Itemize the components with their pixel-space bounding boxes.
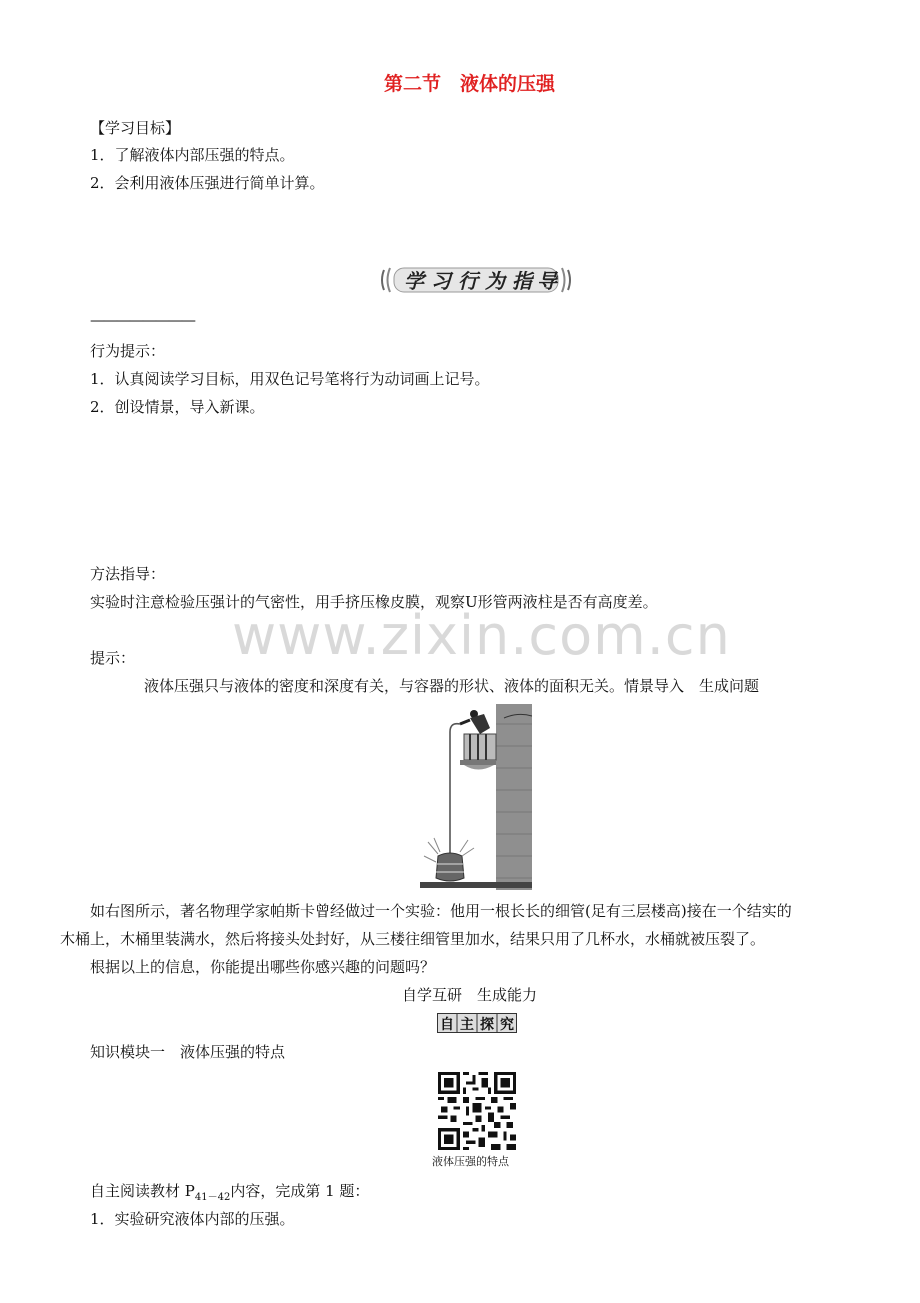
box-char-1: 自 — [440, 1017, 454, 1033]
box-char-2: 主 — [460, 1017, 474, 1033]
building-wall — [496, 704, 532, 890]
water-barrel — [424, 838, 474, 881]
module1-heading: 知识模块一 液体压强的特点 — [90, 1043, 286, 1061]
goal-item-2: 2．会利用液体压强进行简单计算。 — [90, 174, 325, 192]
self-study-heading: 自学互研 生成能力 — [402, 986, 538, 1004]
reading-instruction — [90, 1181, 369, 1208]
scene-question: 根据以上的信息，你能提出哪些你感兴趣的问题吗？ — [90, 958, 436, 976]
goal-item-1: 1．了解液体内部压强的特点。 — [90, 146, 295, 164]
goals-heading: 【学习目标】 — [90, 119, 181, 137]
method-text: 实验时注意检验压强计的气密性，用手挤压橡皮膜，观察U形管两液柱是否有高度差。 — [90, 593, 658, 611]
reading-pages: 41－42 — [194, 1192, 231, 1203]
module1-item-1: 1．实验研究液体内部的压强。 — [90, 1210, 295, 1228]
self-explore-label — [437, 1013, 517, 1033]
qr-code-icon[interactable] — [438, 1072, 516, 1150]
section-banner — [380, 262, 572, 298]
scene-line-2: 木桶上，木桶里装满水，然后将接头处封好，从三楼往细管里加水，结果只用了几杯水，水桶就被压裂了。 — [60, 930, 766, 948]
banner-char-3: 行 — [458, 269, 478, 293]
banner-char-4: 为 — [485, 269, 505, 293]
tip-heading: 提示： — [90, 649, 136, 667]
separator-line: ———————— — [90, 311, 194, 329]
box-char-3: 探 — [480, 1017, 494, 1033]
watermark: www.zixin.com.cn — [232, 604, 731, 667]
method-heading: 方法指导： — [90, 565, 166, 583]
page-title: 第二节 液体的压强 — [384, 73, 556, 95]
long-thin-tube — [450, 724, 460, 854]
balcony — [460, 734, 496, 770]
behavior-item-2: 2．创设情景，导入新课。 — [90, 398, 265, 416]
pascal-barrel-illustration — [420, 704, 532, 890]
behavior-heading: 行为提示： — [90, 342, 166, 360]
banner-right-flourish-icon — [562, 268, 570, 292]
behavior-item-1: 1．认真阅读学习目标，用双色记号笔将行为动词画上记号。 — [90, 370, 490, 388]
scene-line-1: 如右图所示，著名物理学家帕斯卡曾经做过一个实验：他用一根长长的细管(足有三层楼高)接在一个结实的 — [90, 902, 792, 920]
banner-char-6: 导 — [537, 269, 557, 293]
person-figure — [460, 710, 490, 734]
banner-left-flourish-icon — [382, 268, 390, 292]
banner-char-2: 习 — [431, 269, 451, 293]
reading-suffix: 内容，完成第 1 题： — [230, 1182, 370, 1200]
reading-prefix: 自主阅读教材 P — [90, 1182, 195, 1200]
banner-char-5: 指 — [512, 269, 532, 293]
ground — [420, 882, 532, 888]
qr-caption: 液体压强的特点 — [432, 1155, 509, 1168]
box-char-4: 究 — [500, 1017, 514, 1033]
banner-char-1: 学 — [404, 269, 424, 293]
tip-text: 液体压强只与液体的密度和深度有关，与容器的形状、液体的面积无关。情景导入 生成问题 — [144, 677, 760, 695]
